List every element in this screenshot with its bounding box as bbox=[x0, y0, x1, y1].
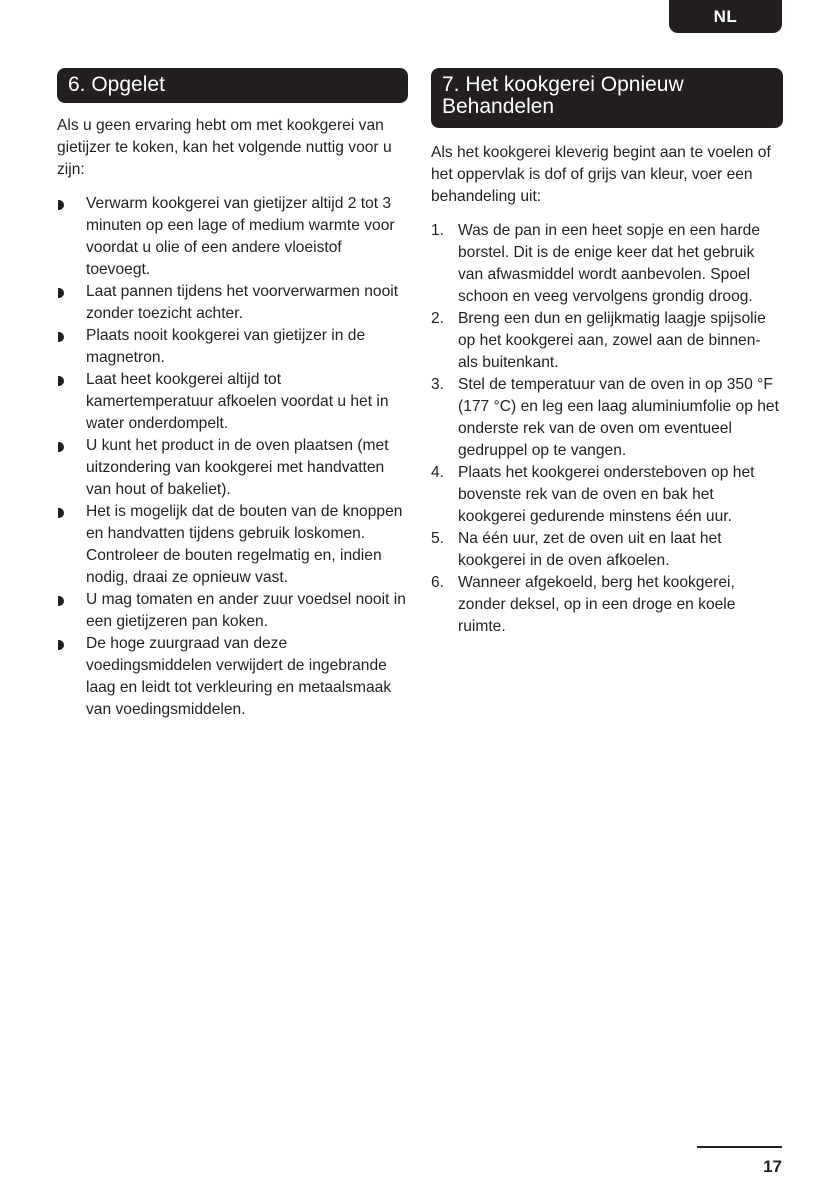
list-item-text: De hoge zuurgraad van deze voedingsmiddelen verwijdert de ingebrande laag en leidt tot verkleuring en metaalsmaak van voedingsmiddelen. bbox=[86, 635, 392, 718]
list-item-text: Het is mogelijk dat de bouten van de knoppen en handvatten tijdens gebruik loskomen. Controleer de bouten regelmatig en, indien nodig, draai ze opnieuw vast. bbox=[86, 503, 403, 586]
list-item-text: Laat heet kookgerei altijd tot kamertemperatuur afkoelen voordat u het in water onderdompelt. bbox=[86, 371, 389, 432]
list-item bbox=[431, 528, 783, 572]
section-7-column bbox=[431, 68, 783, 638]
section-6-intro: Als u geen ervaring hebt om met kookgerei van gietijzer te koken, kan het volgende nuttig voor u zijn: bbox=[57, 117, 392, 178]
footer-rule bbox=[697, 1146, 782, 1148]
step-number: 6. bbox=[431, 574, 445, 591]
step-number: 5. bbox=[431, 530, 445, 547]
step-text: Wanneer afgekoeld, berg het kookgerei, zonder deksel, op in een droge en koele ruimte. bbox=[458, 574, 736, 635]
list-item-text: U kunt het product in de oven plaatsen (met uitzondering van kookgerei met handvatten van hout of bakeliet). bbox=[86, 437, 389, 498]
list-item bbox=[57, 633, 408, 721]
list-item bbox=[57, 501, 408, 589]
list-item bbox=[57, 281, 408, 325]
step-text: Na één uur, zet de oven uit en laat het kookgerei in de oven afkoelen. bbox=[458, 530, 722, 569]
step-number: 1. bbox=[431, 222, 445, 239]
step-number: 3. bbox=[431, 376, 445, 393]
step-text: Was de pan in een heet sopje en een harde borstel. Dit is de enige keer dat het gebruik van afwasmiddel wordt aanbevolen. Spoel schoon en veeg vervolgens grondig droog. bbox=[458, 222, 760, 305]
step-text: Stel de temperatuur van de oven in op 350 °F (177 °C) en leg een laag aluminiumfolie op het onderste rek van de oven om eventueel gedruppel op te vangen. bbox=[458, 376, 779, 459]
list-item bbox=[57, 589, 408, 633]
bullet-icon bbox=[58, 508, 64, 518]
list-item bbox=[57, 325, 408, 369]
list-item bbox=[431, 308, 783, 374]
bullet-icon bbox=[58, 376, 64, 386]
list-item bbox=[431, 462, 783, 528]
seasoning-steps-list bbox=[431, 220, 783, 638]
bullet-icon bbox=[58, 596, 64, 606]
page-number: 17 bbox=[763, 1157, 782, 1176]
precautions-list bbox=[57, 193, 408, 721]
section-6-title: 6. Opgelet bbox=[57, 68, 408, 103]
list-item bbox=[431, 374, 783, 462]
list-item bbox=[431, 572, 783, 638]
list-item bbox=[57, 369, 408, 435]
section-6-column bbox=[57, 68, 408, 721]
list-item-text: Plaats nooit kookgerei van gietijzer in de magnetron. bbox=[86, 327, 366, 366]
list-item bbox=[431, 220, 783, 308]
step-text: Plaats het kookgerei ondersteboven op het bovenste rek van de oven en bak het kookgerei gedurende minstens één uur. bbox=[458, 464, 755, 525]
bullet-icon bbox=[58, 640, 64, 650]
bullet-icon bbox=[58, 442, 64, 452]
bullet-icon bbox=[58, 332, 64, 342]
step-number: 4. bbox=[431, 464, 445, 481]
step-number: 2. bbox=[431, 310, 445, 327]
list-item-text: Verwarm kookgerei van gietijzer altijd 2 tot 3 minuten op een lage of medium warmte voor voordat u olie of een andere vloeistof toevoegt. bbox=[86, 195, 395, 278]
step-text: Breng een dun en gelijkmatig laagje spijsolie op het kookgerei aan, zowel aan de binnen- als buitenkant. bbox=[458, 310, 766, 371]
list-item bbox=[57, 435, 408, 501]
bullet-icon bbox=[58, 200, 64, 210]
list-item-text: Laat pannen tijdens het voorverwarmen nooit zonder toezicht achter. bbox=[86, 283, 399, 322]
section-7-intro: Als het kookgerei kleverig begint aan te voelen of het oppervlak is dof of grijs van kleur, voer een behandeling uit: bbox=[431, 144, 771, 205]
list-item-text: U mag tomaten en ander zuur voedsel nooit in een gietijzeren pan koken. bbox=[86, 591, 406, 630]
language-tab: NL bbox=[669, 0, 782, 33]
section-7-title: 7. Het kookgerei Opnieuw Behandelen bbox=[431, 68, 783, 128]
bullet-icon bbox=[58, 288, 64, 298]
list-item bbox=[57, 193, 408, 281]
